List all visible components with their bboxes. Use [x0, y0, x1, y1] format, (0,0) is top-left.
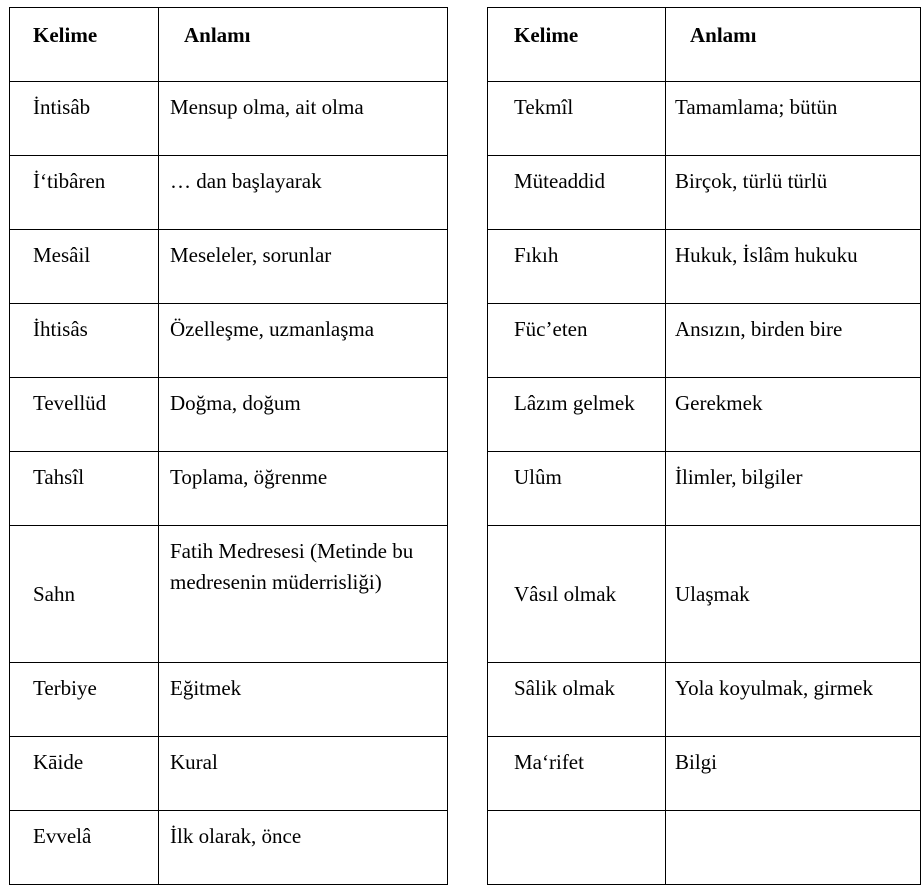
table-header-row [488, 8, 921, 82]
header-meaning: Anlamı [184, 23, 251, 47]
meaning-text: Gerekmek [675, 391, 763, 415]
word-cell [10, 663, 159, 737]
meaning-cell [159, 811, 448, 885]
table-row [488, 811, 921, 885]
header-cell-word [488, 8, 666, 82]
word-cell [10, 156, 159, 230]
table-row [488, 230, 921, 304]
word-cell [488, 737, 666, 811]
word-cell [488, 811, 666, 885]
vocabulary-table-right [487, 7, 921, 885]
header-meaning: Anlamı [690, 23, 757, 47]
table-row [10, 230, 448, 304]
word-cell [10, 811, 159, 885]
word-text [488, 811, 665, 821]
table-row [10, 304, 448, 378]
meaning-text: İlk olarak, önce [170, 824, 302, 848]
word-text: Terbiye [33, 676, 97, 700]
word-text: Fıkıh [514, 243, 559, 267]
meaning-cell [666, 378, 921, 452]
meaning-cell [666, 82, 921, 156]
meaning-text [666, 811, 920, 821]
meaning-cell [666, 663, 921, 737]
word-cell [10, 378, 159, 452]
table-row [10, 82, 448, 156]
meaning-text: Doğma, doğum [170, 391, 301, 415]
meaning-cell [159, 156, 448, 230]
table-row [488, 304, 921, 378]
word-cell [488, 663, 666, 737]
meaning-text: Yola koyulmak, girmek [675, 676, 873, 700]
meaning-text: Hukuk, İslâm hukuku [675, 243, 858, 267]
meaning-text: Özelleşme, uzmanlaşma [170, 317, 375, 341]
word-cell [10, 82, 159, 156]
word-text: Müteaddid [514, 169, 605, 193]
word-text: Füc’eten [514, 317, 588, 341]
meaning-text: Eğitmek [170, 676, 242, 700]
table-row [10, 378, 448, 452]
table-row [10, 663, 448, 737]
word-text: Tekmîl [514, 95, 574, 119]
meaning-text: Bilgi [675, 750, 718, 774]
meaning-cell [159, 737, 448, 811]
meaning-text: Kural [170, 750, 218, 774]
word-cell [488, 526, 666, 663]
table-row [488, 663, 921, 737]
table-row [488, 378, 921, 452]
word-text: İhtisâs [33, 317, 88, 341]
word-text: İ‘tibâren [33, 169, 106, 193]
meaning-cell [159, 82, 448, 156]
word-text: Evvelâ [33, 824, 92, 848]
word-cell [10, 230, 159, 304]
word-cell [488, 304, 666, 378]
word-text: Tahsîl [33, 465, 85, 489]
word-text: Sahn [33, 581, 75, 606]
table-row [488, 82, 921, 156]
word-cell [10, 452, 159, 526]
meaning-cell [159, 304, 448, 378]
table-row [488, 737, 921, 811]
word-text: Sâlik olmak [514, 676, 615, 700]
table-row [488, 156, 921, 230]
meaning-cell [159, 663, 448, 737]
meaning-cell [666, 452, 921, 526]
table-row [488, 452, 921, 526]
word-cell [488, 82, 666, 156]
word-cell [488, 230, 666, 304]
meaning-cell [159, 452, 448, 526]
word-text: İntisâb [33, 95, 91, 119]
meaning-text: Toplama, öğrenme [170, 465, 328, 489]
word-cell [488, 378, 666, 452]
meaning-text: İlimler, bilgiler [675, 465, 803, 489]
table-row [488, 526, 921, 663]
header-cell-meaning [666, 8, 921, 82]
meaning-cell [666, 304, 921, 378]
header-cell-word [10, 8, 159, 82]
word-cell [488, 452, 666, 526]
word-text: Mesâil [33, 243, 91, 267]
vocabulary-table-left [9, 7, 448, 885]
word-text: Lâzım gelmek [514, 391, 635, 415]
meaning-text: … dan başlayarak [170, 169, 322, 193]
header-word: Kelime [514, 23, 579, 47]
word-text: Vâsıl olmak [514, 581, 617, 606]
word-text: Tevellüd [33, 391, 107, 415]
header-cell-meaning [159, 8, 448, 82]
meaning-cell [666, 156, 921, 230]
word-cell [10, 304, 159, 378]
word-cell [488, 156, 666, 230]
meaning-cell [159, 230, 448, 304]
meaning-text: Fatih Medresesi (Metinde bu medresenin müderrisliği) [170, 539, 414, 594]
word-text: Ulûm [514, 465, 562, 489]
header-word: Kelime [33, 23, 98, 47]
word-cell [10, 526, 159, 663]
table-row [10, 526, 448, 663]
table-header-row [10, 8, 448, 82]
meaning-cell [159, 526, 448, 663]
table-row [10, 452, 448, 526]
table-row [10, 737, 448, 811]
word-text: Kāide [33, 750, 84, 774]
meaning-text: Birçok, türlü türlü [675, 169, 828, 193]
meaning-cell [159, 378, 448, 452]
meaning-cell [666, 230, 921, 304]
meaning-text: Meseleler, sorunlar [170, 243, 332, 267]
table-row [10, 811, 448, 885]
word-text: Ma‘rifet [514, 750, 584, 774]
meaning-cell [666, 811, 921, 885]
meaning-text: Ansızın, birden bire [675, 317, 843, 341]
meaning-text: Ulaşmak [675, 581, 750, 606]
meaning-text: Mensup olma, ait olma [170, 95, 364, 119]
table-row [10, 156, 448, 230]
meaning-text: Tamamlama; bütün [675, 95, 838, 119]
meaning-cell [666, 737, 921, 811]
meaning-cell [666, 526, 921, 663]
word-cell [10, 737, 159, 811]
